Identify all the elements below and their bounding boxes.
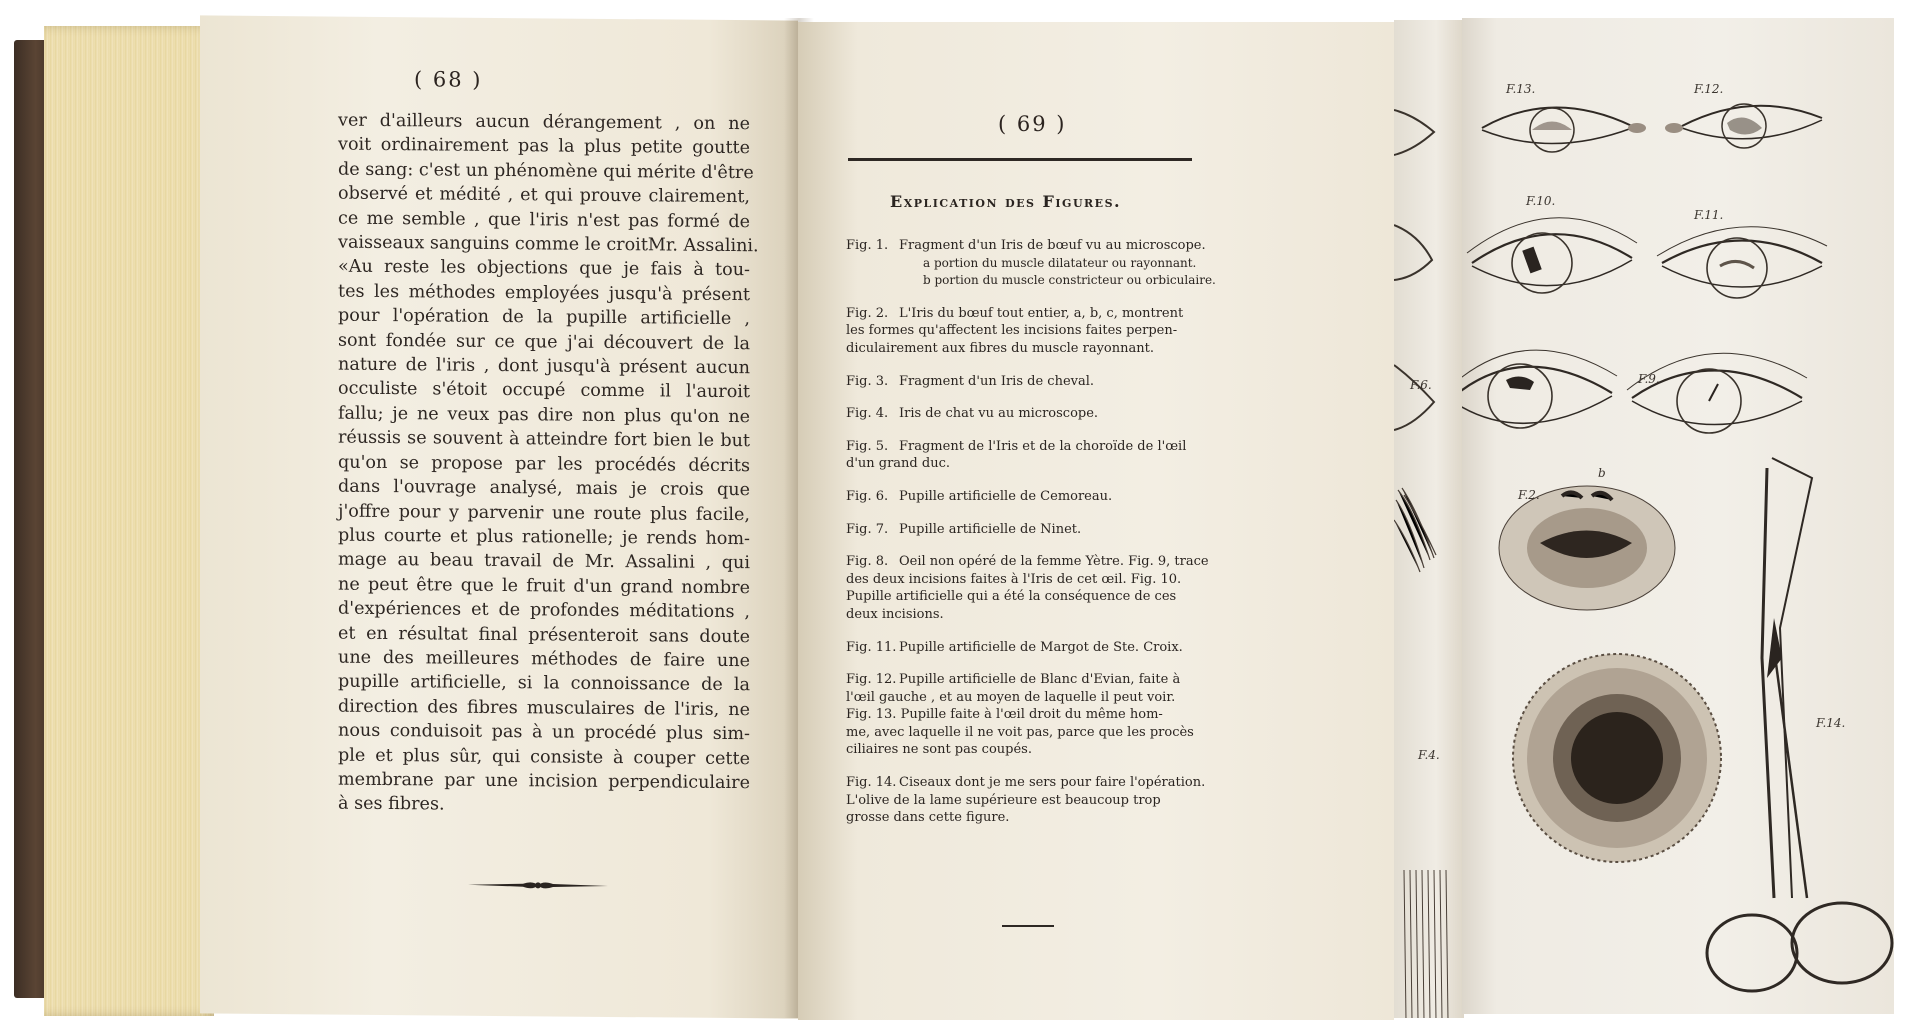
figure-label: Fig. 7. bbox=[846, 521, 889, 537]
text-line: pupille artificielle, si la connoissance de la bbox=[338, 671, 750, 696]
section-title: Explication des Figures. bbox=[890, 192, 1122, 211]
figure-description bbox=[899, 405, 1236, 423]
text-line: et en résultat final présenteroit sans doute bbox=[338, 623, 750, 647]
plate-label-f14: F.14. bbox=[1816, 716, 1846, 730]
text-line: tes les méthodes employées jusqu'à présent bbox=[338, 281, 750, 306]
figure-label: Fig. 14. bbox=[846, 775, 897, 791]
figure-description bbox=[899, 237, 1236, 290]
figure-text-continued: grosse dans cette figure. bbox=[846, 810, 1010, 826]
text-line: dans l'ouvrage analysé, mais je crois que bbox=[338, 476, 750, 501]
figure-text: Fragment d'un Iris de bœuf vu au microscope. bbox=[899, 238, 1206, 253]
text-line: j'offre pour y parvenir une route plus facile, bbox=[338, 501, 750, 525]
figure-14-scissors bbox=[1707, 458, 1892, 991]
figure-label: Fig. 8. bbox=[846, 554, 889, 570]
figure-entry bbox=[846, 774, 1236, 827]
figure-entry bbox=[846, 438, 1236, 473]
figure-text-continued: diculairement aux fibres du muscle rayonnant. bbox=[846, 340, 1154, 356]
text-line: direction des fibres musculaires de l'iris, ne bbox=[338, 696, 750, 720]
figure-text-continued: deux incisions. bbox=[846, 606, 944, 622]
text-line: mage au beau travail de Mr. Assalini , qui bbox=[338, 549, 750, 574]
text-line: pour l'opération de la pupille artificielle , bbox=[338, 305, 750, 330]
figure-text-continued: Fig. 13. Pupille faite à l'œil droit du même hom- bbox=[846, 707, 1163, 723]
text-line: plus courte et plus rationelle; je rends hom- bbox=[338, 525, 750, 550]
figure-entry bbox=[846, 553, 1236, 623]
ornament-divider bbox=[468, 880, 608, 891]
open-book bbox=[14, 18, 1894, 1018]
left-page bbox=[200, 15, 798, 1018]
figure-text: L'Iris du bœuf tout entier, a, b, c, montrent bbox=[899, 305, 1184, 321]
figure-text: Pupille artificielle de Cemoreau. bbox=[899, 488, 1113, 504]
figure-label: Fig. 4. bbox=[846, 406, 889, 422]
figure-text: Iris de chat vu au microscope. bbox=[899, 406, 1099, 422]
right-page bbox=[798, 22, 1394, 1020]
figure-text: Pupille artificielle de Margot de Ste. Croix. bbox=[899, 639, 1183, 655]
text-line: membrane par une incision perpendiculaire bbox=[338, 769, 750, 794]
figure-entry bbox=[846, 373, 1236, 391]
figure-label: Fig. 12. bbox=[846, 672, 897, 688]
figure-12-eye bbox=[1665, 104, 1822, 148]
figure-label: Fig. 5. bbox=[846, 438, 889, 454]
text-line: fallu; je ne veux pas dire non plus qu'on ne bbox=[338, 403, 750, 428]
figure-text: Fragment de l'Iris et de la choroïde de l'œil bbox=[899, 438, 1187, 454]
partial-engravings bbox=[1394, 20, 1464, 1018]
plate-label-f9: F.9. bbox=[1638, 372, 1660, 386]
figure-list bbox=[846, 237, 1236, 842]
figure-label: Fig. 2. bbox=[846, 305, 889, 321]
figure-entry bbox=[846, 305, 1236, 358]
figure-text-continued: les formes qu'affectent les incisions faites perpen- bbox=[846, 323, 1178, 339]
plate-label-f12: F.12. bbox=[1694, 82, 1724, 96]
plate-label-f13: F.13. bbox=[1506, 82, 1536, 96]
text-line: d'expériences et de profondes méditations , bbox=[338, 598, 750, 623]
figure-entry bbox=[846, 671, 1236, 759]
plate-label-f10: F.10. bbox=[1526, 194, 1556, 208]
text-line: qu'on se propose par les procédés décrits bbox=[338, 452, 750, 476]
text-line: ce me semble , que l'iris n'est pas formé de bbox=[338, 208, 750, 232]
plate-label-f6: F.6. bbox=[1410, 378, 1432, 392]
figure-entry bbox=[846, 639, 1236, 657]
figure-label: Fig. 11. bbox=[846, 639, 897, 655]
figure-text: Oeil non opéré de la femme Yètre. Fig. 9, trace bbox=[899, 554, 1209, 570]
figure-entry bbox=[846, 237, 1236, 290]
text-line: vaisseaux sanguins comme le croitMr. Assalini. bbox=[338, 232, 759, 257]
text-line: voit ordinairement pas la plus petite goutte bbox=[338, 135, 750, 159]
plate-label-f11: F.11. bbox=[1694, 208, 1724, 222]
figure-4-iris bbox=[1513, 654, 1721, 862]
figure-text-continued: Pupille artificielle qui a été la conséquence de ces bbox=[846, 589, 1177, 605]
text-line: sont fondée sur ce que j'ai découvert de la bbox=[338, 330, 750, 354]
figure-text-continued: L'olive de la lame supérieure est beaucoup trop bbox=[846, 792, 1161, 808]
text-line: occuliste s'étoit occupé comme il l'auroit bbox=[338, 379, 750, 403]
figure-text-continued: des deux incisions faites à l'Iris de cet œil. Fig. 10. bbox=[846, 571, 1182, 587]
left-page-number: ( 68 ) bbox=[414, 67, 483, 92]
figure-text-continued: d'un grand duc. bbox=[846, 456, 950, 472]
text-line: réussis se souvent à atteindre fort bien le but bbox=[338, 427, 750, 452]
figure-label: Fig. 3. bbox=[846, 373, 889, 389]
plate-label-b: b bbox=[1598, 466, 1606, 480]
figure-text: Fragment d'un Iris de cheval. bbox=[899, 373, 1095, 389]
figure-text-continued: l'œil gauche , et au moyen de laquelle il peut voir. bbox=[846, 689, 1176, 705]
header-rule bbox=[848, 158, 1192, 161]
figure-description bbox=[899, 521, 1236, 539]
figure-text: Pupille artificielle de Ninet. bbox=[899, 521, 1082, 537]
figure-13-eye bbox=[1482, 107, 1646, 152]
text-line: ne peut être que le fruit d'un grand nombre bbox=[338, 574, 750, 598]
footer-rule bbox=[1002, 925, 1054, 927]
figure-6-eye bbox=[1462, 350, 1617, 428]
figure-text: Pupille artificielle de Blanc d'Evian, faite à bbox=[899, 672, 1181, 688]
text-line: nature de l'iris , dont jusqu'à présent aucun bbox=[338, 354, 750, 379]
text-line: de sang: c'est un phénomène qui mérite d'être bbox=[338, 159, 754, 184]
text-line: observé et médité , et qui prouve clairement, bbox=[338, 183, 750, 208]
plate-label-f2: F.2. bbox=[1518, 488, 1540, 502]
figure-text-continued: me, avec laquelle il ne voit pas, parce que les procès bbox=[846, 724, 1194, 740]
engraved-plate bbox=[1394, 18, 1894, 1018]
figure-description bbox=[899, 639, 1236, 657]
plate-main bbox=[1410, 18, 1894, 1014]
eye-engravings bbox=[1462, 18, 1894, 1014]
figure-description bbox=[899, 373, 1236, 391]
figure-subitem: a portion du muscle dilatateur ou rayonnant. bbox=[923, 255, 1197, 270]
text-line: ple et plus sûr, qui consiste à couper cette bbox=[338, 745, 750, 769]
figure-label: Fig. 1. bbox=[846, 238, 889, 253]
figure-subitem: b portion du muscle constricteur ou orbiculaire. bbox=[923, 273, 1216, 288]
figure-description bbox=[899, 488, 1236, 506]
text-line: une des meilleures méthodes de faire une bbox=[338, 647, 750, 672]
text-line: «Au reste les objections que je fais à tou- bbox=[338, 257, 750, 281]
left-body-text bbox=[338, 109, 759, 820]
page-edges bbox=[44, 26, 214, 1016]
plate-label-f4: F.4. bbox=[1418, 748, 1440, 762]
figure-text: Ciseaux dont je me sers pour faire l'opération. bbox=[899, 775, 1206, 791]
figure-11-eye bbox=[1657, 227, 1827, 298]
figure-entry bbox=[846, 405, 1236, 423]
figure-entry bbox=[846, 488, 1236, 506]
figure-label: Fig. 6. bbox=[846, 488, 889, 504]
figure-entry bbox=[846, 521, 1236, 539]
figure-9-eye bbox=[1627, 353, 1807, 433]
folded-plate-edge bbox=[1394, 20, 1464, 1018]
text-line: à ses fibres. bbox=[338, 793, 445, 815]
figure-2-iris bbox=[1499, 486, 1675, 610]
text-line: nous conduisoit pas à un procédé plus sim- bbox=[338, 720, 750, 745]
figure-text-continued: ciliaires ne sont pas coupés. bbox=[846, 742, 1032, 758]
figure-10-eye bbox=[1467, 218, 1637, 293]
text-line: ver d'ailleurs aucun dérangement , on ne bbox=[338, 110, 750, 135]
right-page-number: ( 69 ) bbox=[998, 112, 1067, 136]
